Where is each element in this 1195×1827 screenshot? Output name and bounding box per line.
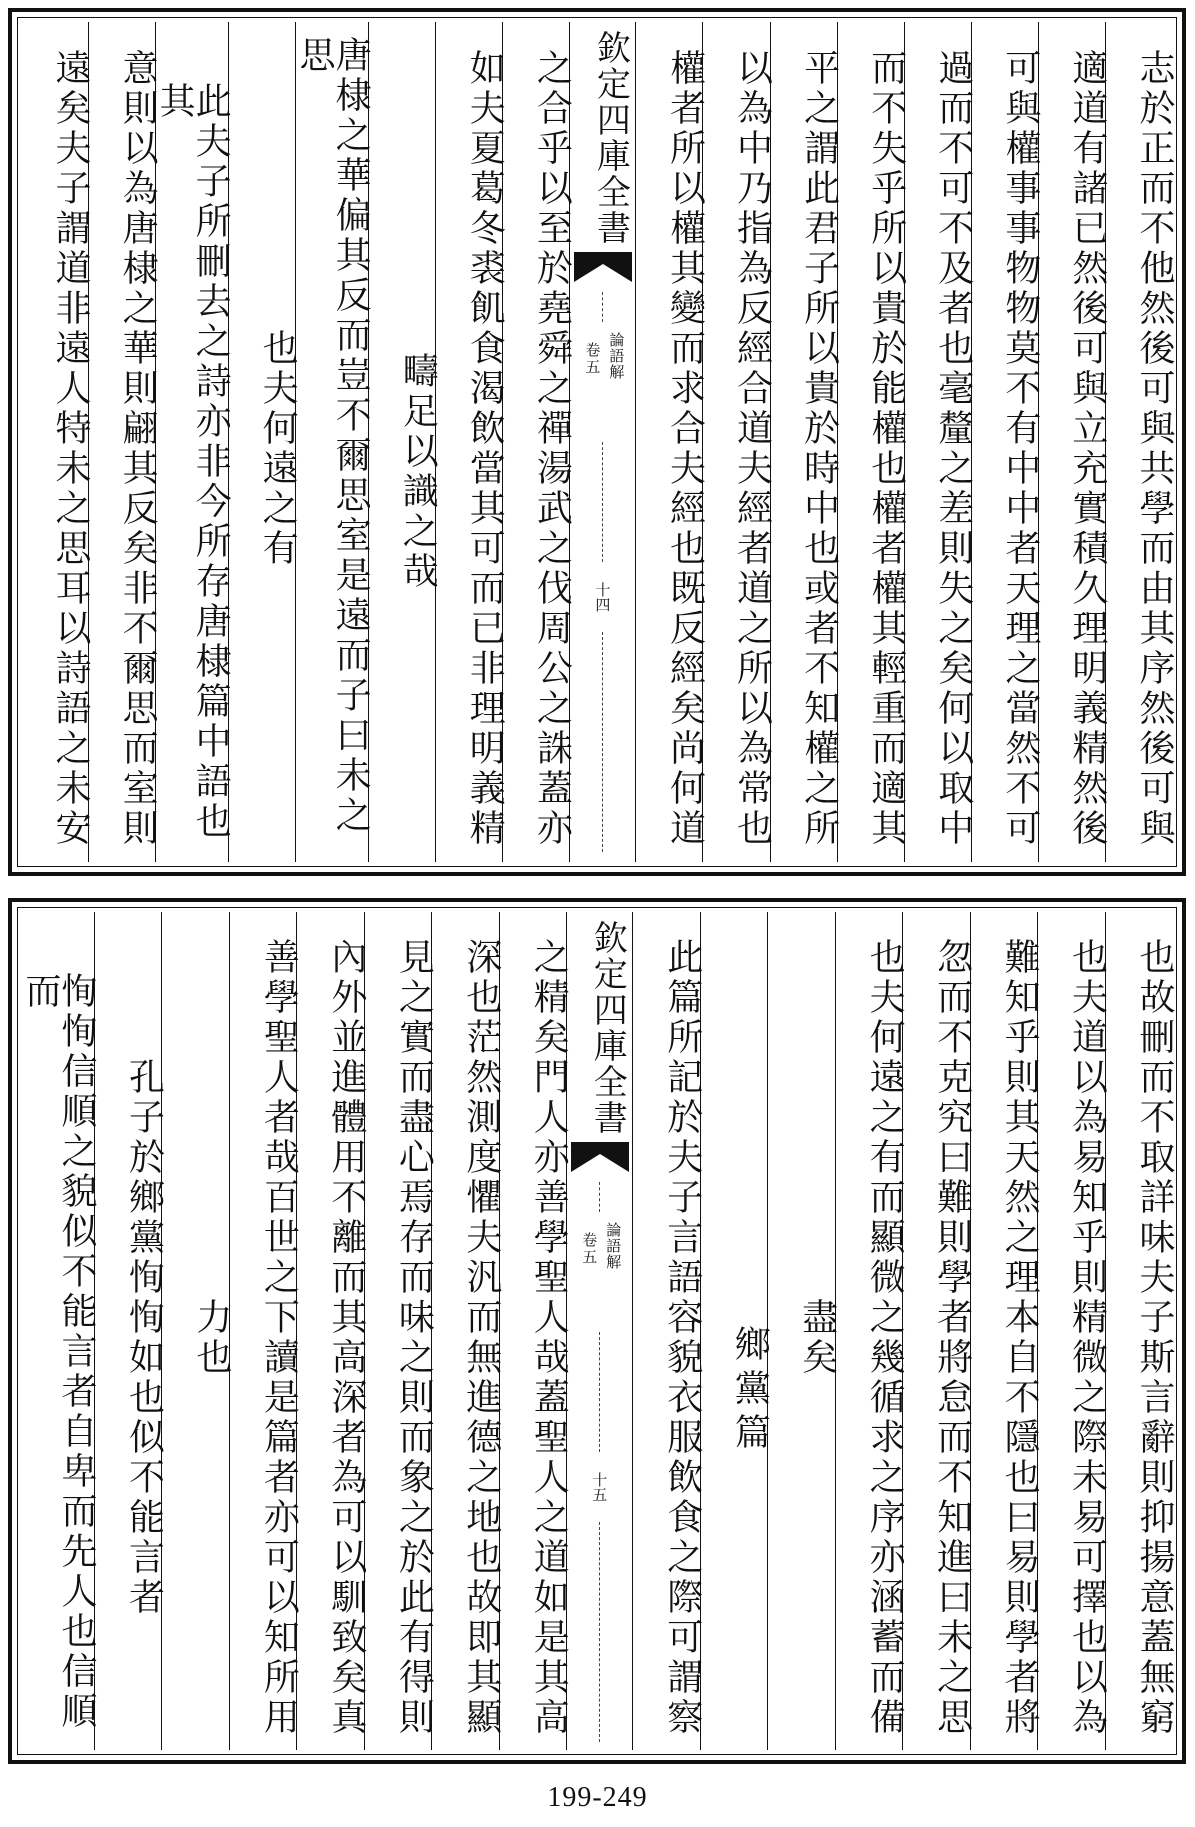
header-divider: [599, 1182, 600, 1212]
text-column: 此篇所記於夫子言語容貌衣服飲食之際可謂察: [632, 912, 699, 1750]
text-column: 此夫子所刪去之詩亦非今所存唐棣篇中語也其: [155, 22, 228, 862]
header-divider: [602, 292, 603, 322]
text-column: 志於正而不他然後可與共學而由其序然後可與: [1105, 22, 1172, 862]
bottom-page-columns: [19, 912, 1175, 1750]
fish-tail-mark-icon: [574, 252, 632, 282]
header-divider: [602, 632, 603, 852]
text-column: 平之謂此君子所以貴於時中也或者不知權之所: [770, 22, 837, 862]
text-column: 善學聖人者哉百世之下讀是篇者亦可以知所用: [229, 912, 296, 1750]
center-header-strip: [569, 22, 635, 862]
text-column: 過而不可不及者也毫釐之差則失之矣何以取中: [904, 22, 971, 862]
text-column: 也夫何遠之有: [228, 22, 295, 862]
text-column: 而不失乎所以貴於能權也權者權其輕重而適其: [837, 22, 904, 862]
volume-label: 卷五: [583, 342, 602, 376]
text-column: 深也茫然測度懼夫汎而無進德之地也故即其顯: [431, 912, 498, 1750]
leaf-number: 十四: [593, 582, 612, 612]
text-column: 之合乎以至於堯舜之禪湯武之伐周公之誅蓋亦: [502, 22, 569, 862]
text-column: 意則以為唐棣之華則翩其反矣非不爾思而室則: [88, 22, 155, 862]
text-column: 也故刪而不取詳味夫子斯言辭則抑揚意蓋無窮: [1105, 912, 1172, 1750]
text-column: 遠矣夫子謂道非遠人特未之思耳以詩語之未安: [49, 49, 91, 849]
text-column: 之精矣門人亦善學聖人哉蓋聖人之道如是其高: [499, 912, 566, 1750]
library-title: 欽定四庫全書: [587, 920, 628, 1136]
book-name: 論語解: [607, 332, 626, 380]
page-reference: 199-249: [547, 1782, 648, 1813]
text-column: 可與權事事物物莫不有中中者天理之當然不可: [971, 22, 1038, 862]
center-header-strip: [566, 912, 632, 1750]
text-column: 也夫道以為易知乎則精微之際未易可擇也以為: [1037, 912, 1104, 1750]
fish-tail-mark-icon: [571, 1142, 629, 1172]
volume-label: 卷五: [580, 1232, 599, 1266]
text-column: 見之實而盡心焉存而味之則而象之於此有得則: [364, 912, 431, 1750]
header-divider: [599, 1522, 600, 1742]
chapter-heading: 鄉黨篇: [700, 912, 767, 1750]
bottom-page-panel: [8, 898, 1186, 1764]
top-page-columns: [22, 22, 1175, 862]
header-divider: [599, 1332, 600, 1452]
leaf-number: 十五: [590, 1472, 609, 1502]
text-column: 也夫何遠之有而顯微之幾循求之序亦涵蓄而備: [835, 912, 902, 1750]
library-title: 欽定四庫全書: [590, 30, 631, 246]
text-column: 內外並進體用不離而其高深者為可以馴致矣真: [296, 912, 363, 1750]
text-column: 權者所以權其變而求合夫經也既反經矣尚何道: [635, 22, 702, 862]
book-name: 論語解: [604, 1222, 623, 1270]
text-column: 唐棣之華偏其反而豈不爾思室是遠而子曰未之思: [295, 22, 368, 862]
text-column: 適道有諸已然後可與立充實積久理明義精然後: [1038, 22, 1105, 862]
text-column: 疇足以識之哉: [368, 22, 435, 862]
text-column: 難知乎則其天然之理本自不隱也曰易則學者將: [970, 912, 1037, 1750]
text-column: 力也: [161, 912, 228, 1750]
header-divider: [602, 442, 603, 562]
text-column: 忽而不克究曰難則學者將怠而不知進曰未之思: [902, 912, 969, 1750]
text-column: 孔子於鄉黨恂恂如也似不能言者: [94, 912, 161, 1750]
text-column: 如夫夏葛冬裘飢食渴飲當其可而已非理明義精: [435, 22, 502, 862]
text-column: 盡矣: [767, 912, 834, 1750]
text-column: 恂恂信順之貌似不能言者自卑而先人也信順而: [19, 972, 97, 1732]
text-column: 以為中乃指為反經合道夫經者道之所以為常也: [702, 22, 769, 862]
top-page-panel: [8, 8, 1186, 876]
